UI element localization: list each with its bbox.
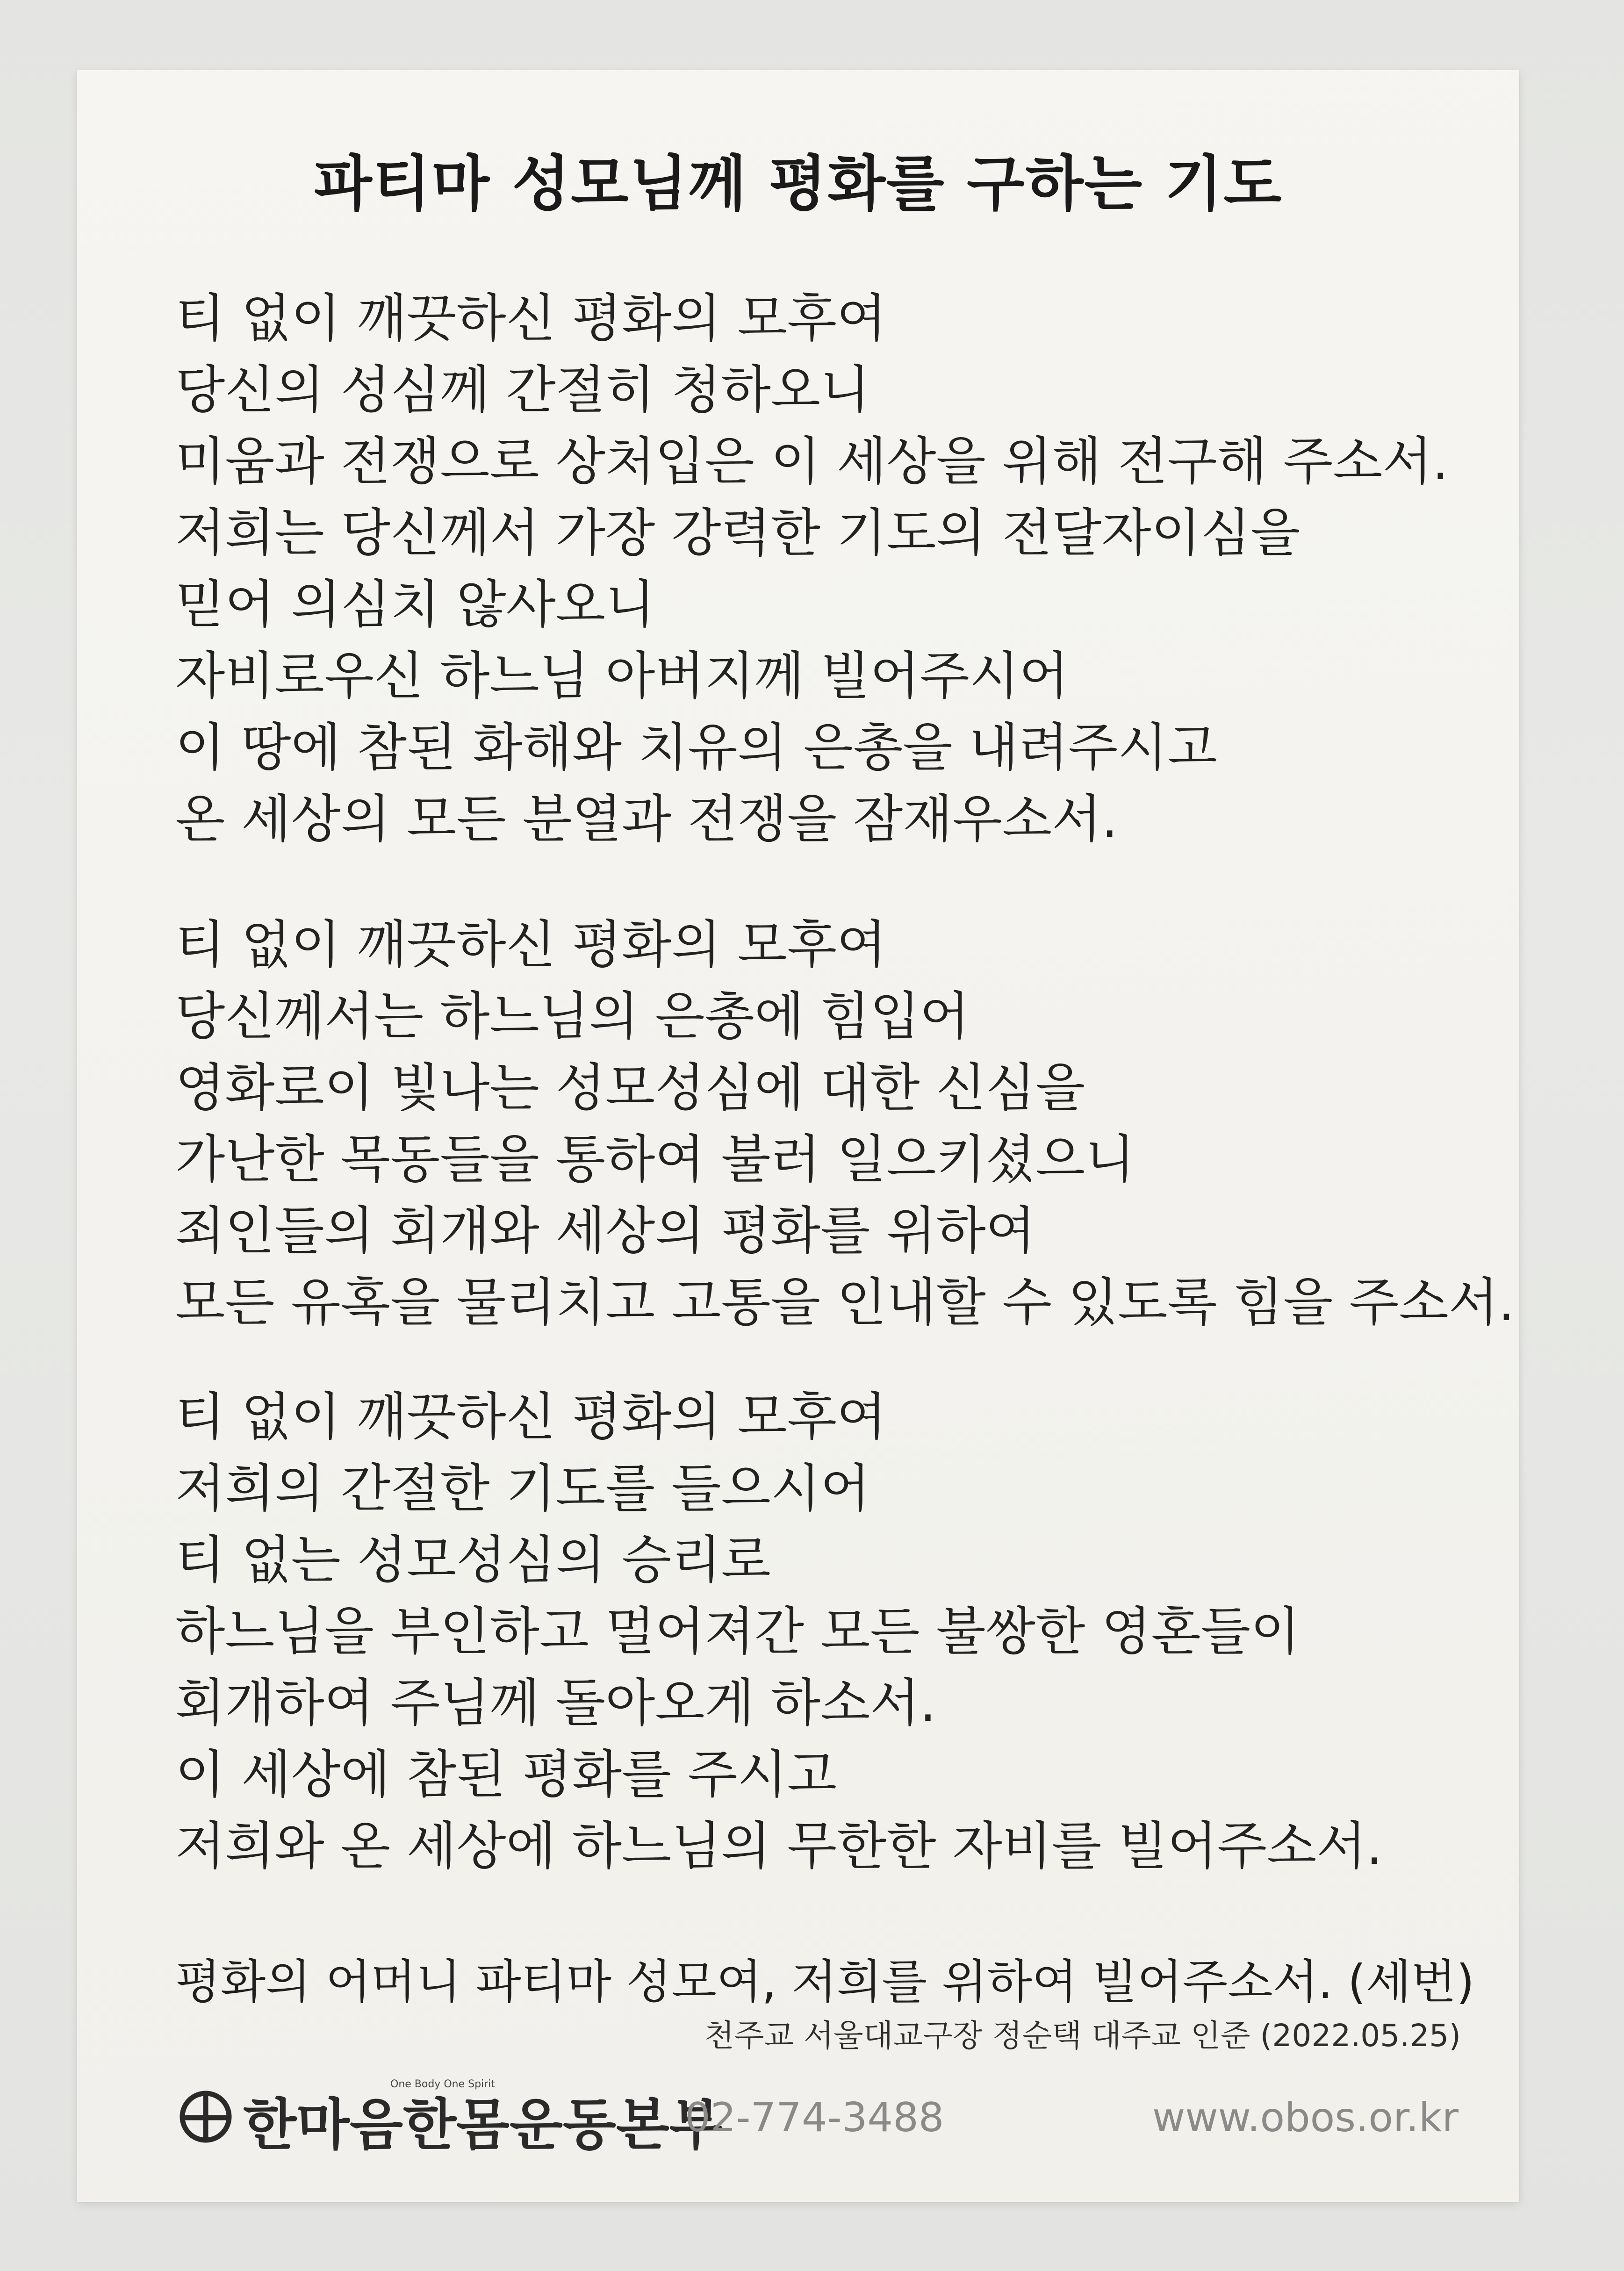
stanza-2 <box>175 909 1515 1338</box>
stanza-line: 온 세상의 모든 분열과 전쟁을 잠재우소서. <box>175 789 1118 849</box>
stanza-line: 당신께서는 하느님의 은총에 힘입어 <box>175 986 970 1046</box>
stanza-line: 당신의 성심께 간절히 청하오니 <box>175 360 870 420</box>
stanza-line: 자비로우신 하느님 아버지께 빌어주시어 <box>175 646 1069 706</box>
stanza-line: 저희는 당신께서 가장 강력한 기도의 전달자이심을 <box>175 503 1301 563</box>
phone-number: 02-774-3488 <box>685 2094 944 2141</box>
stanza-line: 티 없이 깨끗하신 평화의 모후여 <box>175 915 887 975</box>
prayer-title: 파티마 성모님께 평화를 구하는 기도 <box>314 149 1282 219</box>
stanza-line: 티 없이 깨끗하신 평화의 모후여 <box>175 288 887 348</box>
stanza-1 <box>175 283 1494 855</box>
stanza-line: 하느님을 부인하고 멀어져간 모든 불쌍한 영혼들이 <box>175 1602 1301 1661</box>
website-url: www.obos.or.kr <box>1152 2094 1459 2141</box>
stanza-line: 티 없는 성모성심의 승리로 <box>175 1530 771 1590</box>
stanza-3 <box>175 1381 1494 1882</box>
stanza-line: 이 세상에 참된 평화를 주시고 <box>175 1745 837 1804</box>
logo-text: 한마음한몸운동본부 <box>243 2092 723 2157</box>
stanza-line: 회개하여 주님께 돌아오게 하소서. <box>175 1673 936 1733</box>
stanza-line: 영화로이 빛나는 성모성심에 대한 신심을 <box>175 1058 1085 1118</box>
stanza-line: 이 땅에 참된 화해와 치유의 은총을 내려주시고 <box>175 718 1217 777</box>
stanza-line: 가난한 목동들을 통하여 불러 일으키셨으니 <box>175 1129 1135 1189</box>
stanza-line: 믿어 의심치 않사오니 <box>175 575 655 634</box>
stanza-line: 저희와 온 세상에 하느님의 무한한 자비를 빌어주소서. <box>175 1816 1383 1876</box>
organization-logo <box>178 2071 723 2157</box>
stanza-line: 죄인들의 회개와 세상의 평화를 위하여 <box>175 1201 1036 1261</box>
stanza-line: 티 없이 깨끗하신 평화의 모후여 <box>175 1387 887 1447</box>
closing-invocation: 평화의 어머니 파티마 성모여, 저희를 위하여 빌어주소서. (세번) <box>175 1955 1475 2009</box>
stanza-line: 모든 유혹을 물리치고 고통을 인내할 수 있도록 힘을 주소서. <box>175 1272 1515 1332</box>
cross-in-circle-icon <box>178 2089 234 2145</box>
logo-subtitle: One Body One Spirit <box>390 2078 495 2090</box>
stanza-line: 미움과 전쟁으로 상처입은 이 세상을 위해 전구해 주소서. <box>175 431 1449 491</box>
prayer-card <box>77 70 1519 2202</box>
approval-note: 천주교 서울대교구장 정순택 대주교 인준 (2022.05.25) <box>704 2018 1461 2054</box>
stanza-line: 저희의 간절한 기도를 들으시어 <box>175 1459 870 1518</box>
